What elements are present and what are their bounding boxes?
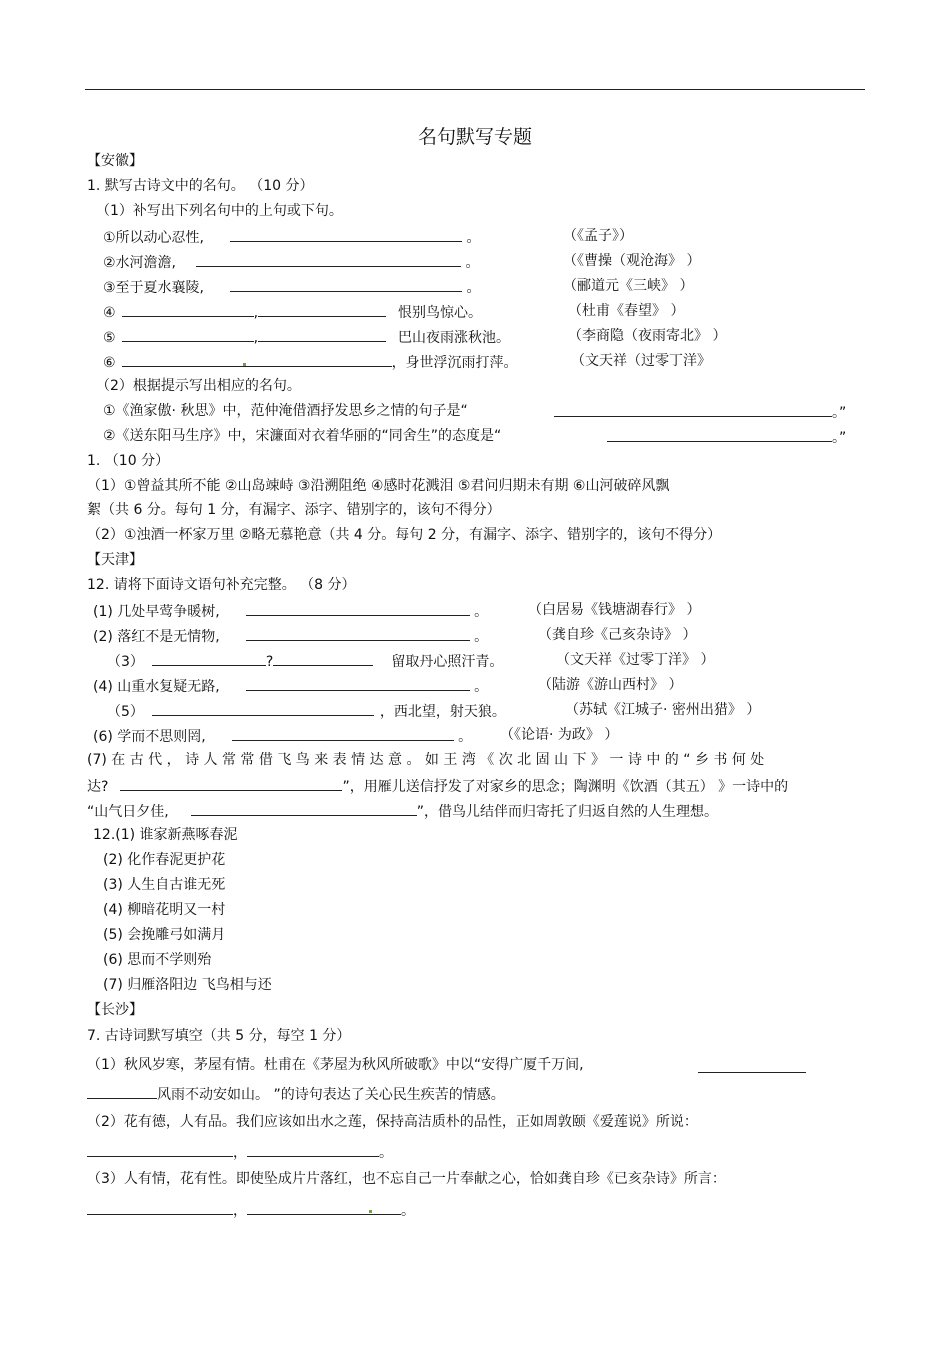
region-label: 【安徽】 (87, 153, 143, 169)
paragraph-line: 风雨不动安如山。 ”的诗句表达了关心民生疾苦的情感。 (87, 1084, 505, 1104)
region-label: 【天津】 (87, 552, 143, 568)
source: （李商隐（夜雨寄北》 ） (568, 328, 727, 344)
source: （《论语· 为政》 ） (500, 727, 619, 743)
blank (230, 227, 462, 242)
blank (247, 1142, 379, 1157)
answer-line: (2) 化作春泥更护花 (103, 852, 226, 868)
answer-line: (6) 思而不学则殆 (103, 952, 212, 968)
source: （陆游《游山西村》 ） (538, 677, 683, 693)
blank (554, 402, 832, 417)
paragraph-line: 达? ”，用雁儿送信抒发了对家乡的思念；陶渊明《饮酒（其五） 》一诗中的 (87, 776, 788, 796)
source: （苏轼《江城子· 密州出猎》 ） (565, 702, 761, 718)
blank-line: ⑥ ，身世浮沉雨打萍。 (103, 352, 518, 372)
answer-blank: 。” (607, 427, 846, 447)
blank-line: （3） ? 留取丹心照汗青。 (107, 651, 503, 671)
blank (232, 726, 454, 741)
answer-line: （1）①曾益其所不能 ②山岛竦峙 ③沿溯阻绝 ④感时花溅泪 ⑤君问归期未有期 ⑥山河破碎风飘 (87, 478, 670, 494)
answer-blank: 。” (554, 402, 846, 422)
answer-line: 絮（共 6 分。每句 1 分，有漏字、添字、错别字的，该句不得分） (87, 502, 501, 518)
sub-question: （2）根据提示写出相应的名句。 (96, 378, 301, 394)
answer-title: 1. （10 分） (87, 453, 170, 469)
blank-line: (4) 山重水复疑无路, 。 (93, 676, 488, 696)
paragraph-line: (7) 在 古 代 ， 诗 人 常 常 借 飞 鸟 来 表 情 达 意 。 如 王 湾 《 次 北 固 山 下 》 一 诗 中 的 “ 乡 书 何 处 (87, 752, 765, 768)
blank (698, 1058, 806, 1073)
blank-line: ③至于夏水襄陵, 。 (103, 277, 480, 297)
ink-speck (369, 1210, 372, 1213)
blank (247, 1200, 401, 1215)
question-title: 12. 请将下面诗文语句补充完整。 （8 分） (87, 577, 356, 593)
blank (122, 327, 254, 342)
source: （龚自珍《己亥杂诗》 ） (538, 627, 697, 643)
source: （《孟子》） (563, 228, 633, 244)
blank (87, 1200, 233, 1215)
blank (152, 651, 266, 666)
region-label: 【长沙】 (87, 1002, 143, 1018)
blank (152, 701, 374, 716)
source: （文天祥《过零丁洋》 ） (556, 652, 715, 668)
blank (258, 302, 386, 317)
answer-line: （2）①浊酒一杯家万里 ②略无慕艳意（共 4 分。每句 2 分，有漏字、添字、错别字的，该句不得分） (87, 527, 722, 543)
source: （文天祥（过零丁洋》 (571, 353, 711, 369)
blank (273, 651, 373, 666)
ink-speck (243, 363, 246, 366)
question-title: 1. 默写古诗文中的名句。 （10 分） (87, 178, 314, 194)
paragraph-line: （3）人有情，花有性。即使坠成片片落红，也不忘自己一片奉献之心，恰如龚自珍《已亥杂诗》所言： (87, 1171, 726, 1187)
answer-line: (3) 人生自古谁无死 (103, 877, 226, 893)
prompt-line: ①《渔家傲· 秋思》中，范仲淹借酒抒发思乡之情的句子是“ (103, 403, 468, 419)
blank (607, 427, 832, 442)
blank-line: (2) 落红不是无情物, 。 (93, 626, 488, 646)
answer-line: (4) 柳暗花明又一村 (103, 902, 226, 918)
blank-line: （5） ，西北望，射天狼。 (107, 701, 506, 721)
question-title: 7. 古诗词默写填空（共 5 分，每空 1 分） (87, 1028, 351, 1044)
blank-line: (6) 学而不思则罔, 。 (93, 726, 472, 746)
sub-question: （1）补写出下列名句中的上句或下句。 (96, 203, 343, 219)
answer-line: (5) 会挽雕弓如满月 (103, 927, 226, 943)
blank (196, 252, 461, 267)
blank (246, 626, 470, 641)
answer-line: (7) 归雁洛阳边 飞鸟相与还 (103, 977, 272, 993)
paragraph-line: “山气日夕佳, ”，借鸟儿结伴而归寄托了归返自然的人生理想。 (87, 801, 718, 821)
blank (120, 776, 342, 791)
page-title: 名句默写专题 (417, 126, 532, 148)
blank-line: ②水河澹澹, 。 (103, 252, 479, 272)
blank (122, 302, 254, 317)
header-rule (85, 89, 865, 90)
source: （杜甫《春望》 ） (568, 303, 685, 319)
prompt-line: ②《送东阳马生序》中，宋濂面对衣着华丽的“同舍生”的态度是“ (103, 428, 502, 444)
blank-line: ①所以动心忍性, 。 (103, 227, 480, 247)
paragraph-line: （1）秋风岁寒，茅屋有情。杜甫在《茅屋为秋风所破歌》中以“安得广厦千万间, (87, 1057, 584, 1073)
blank-line: (1) 几处早莺争暖树, 。 (93, 601, 488, 621)
blank (122, 352, 392, 367)
answer-blank: ， 。 (87, 1142, 393, 1162)
source: （郦道元《三峡》 ） (563, 278, 694, 294)
blank (230, 277, 462, 292)
blank-line: ④ , 恨别鸟惊心。 (103, 302, 482, 322)
blank (87, 1084, 157, 1099)
blank (191, 801, 417, 816)
blank-line: ⑤ , 巴山夜雨涨秋池。 (103, 327, 510, 347)
answer-blank: ， 。 (87, 1200, 415, 1220)
blank (87, 1142, 233, 1157)
answer-line: 12.(1) 谁家新燕啄春泥 (93, 827, 238, 843)
source: （《曹操（观沧海》 ） (563, 253, 701, 269)
paragraph-line: （2）花有德，人有品。我们应该如出水之莲，保持高洁质朴的品性，正如周敦颐《爱莲说》所说： (87, 1114, 698, 1130)
blank (246, 676, 470, 691)
blank (258, 327, 386, 342)
blank (246, 601, 470, 616)
source: （白居易《钱塘湖春行》 ） (528, 602, 701, 618)
